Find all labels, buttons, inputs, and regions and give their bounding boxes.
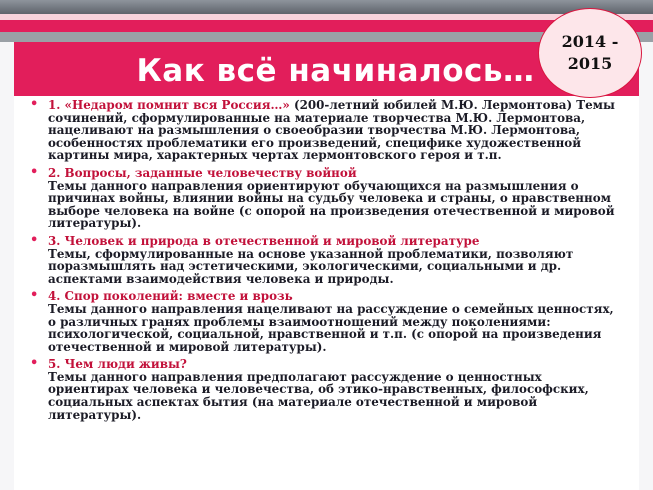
topic-title: 1. «Недаром помнит вся Россия…» [48, 98, 290, 112]
bullet-icon: • [30, 356, 39, 372]
topic-item-5 [28, 358, 624, 421]
topic-item-3 [28, 232, 624, 286]
topic-description: (200-летний юбилей М.Ю. Лермонтова) Темы сочинений, сформулированные на материале творчества М.Ю. Лермонтова, нацеливают на размышления о своеобразии творчества М.Ю. Лермонтова, особенностях проблематики его произведений, специфике художественной картины мира, характерных чертах лермонтовского героя и т.п. [48, 98, 615, 163]
topic-description: Темы данного направления предполагают рассуждение о ценностных ориентирах человека и человечества, об этико-нравственных, философских, социальных аспектах бытия (на материале отечественной и мировой литературы). [48, 369, 589, 422]
topic-description: Темы, сформулированные на основе указанной проблематики, позволяют поразмышлять над эстетическими, экологическими, социальными и др. аспектами взаимодействия человека и природы. [48, 246, 574, 286]
year-badge [538, 8, 642, 98]
topic-title: 3. Человек и природа в отечественной и мировой литературе [48, 233, 480, 248]
top-gray-band [0, 0, 653, 14]
left-edge-strip [0, 42, 14, 490]
topic-description: Темы данного направления ориентируют обучающихся на размышления о причинах войны, влиянии войны на судьбу человека и страны, о нравственном выборе человека на войне (с опорой на произведения отечественной и мировой литературы). [48, 178, 615, 231]
year-badge-line1: 2014 - [561, 32, 619, 51]
bullet-icon: • [30, 164, 39, 180]
bullet-icon: • [30, 232, 39, 248]
slide-title: Как всё начиналось… [136, 53, 535, 89]
bullet-icon: • [30, 97, 39, 112]
topic-list [28, 99, 624, 426]
topic-item-2 [28, 164, 624, 231]
topic-description: Темы данного направления нацеливают на рассуждение о семейных ценностях, о различных гранях проблемы взаимоотношений между поколениями: психологической, социальной, нравственной и т.п. (с опорой на произведения отечественной и мировой литературы). [48, 301, 614, 354]
topic-item-1 [28, 99, 624, 162]
right-edge-strip [639, 42, 653, 490]
year-badge-line2: 2015 [567, 54, 613, 73]
topic-title: 5. Чем люди живы? [48, 357, 187, 372]
topic-title: 2. Вопросы, заданные человечеству войной [48, 165, 357, 180]
topic-title: 4. Спор поколений: вместе и врозь [48, 289, 293, 304]
topic-item-4 [28, 290, 624, 353]
bullet-icon: • [30, 288, 39, 304]
